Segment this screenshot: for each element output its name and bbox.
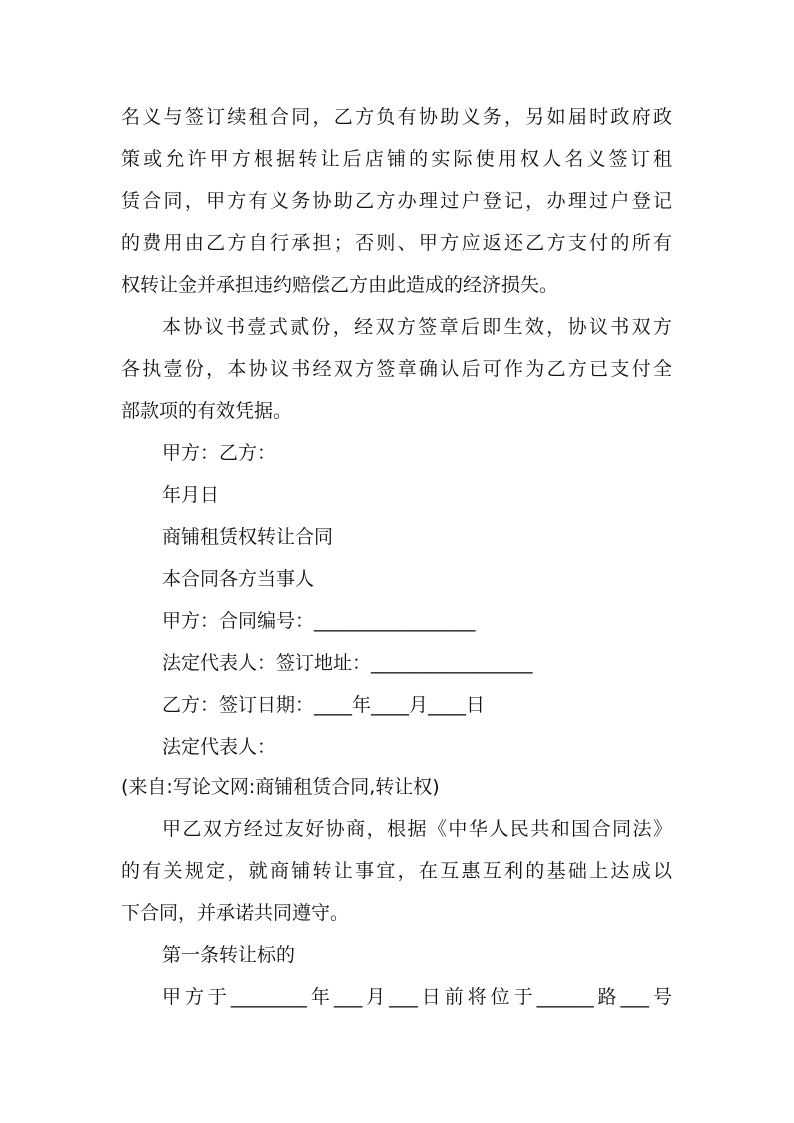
paragraph-line-18: 甲乙双方经过友好协商，根据《中华人民共和国合同法》 — [162, 818, 672, 840]
paragraph-line-1: 名义与签订续租合同，乙方负有协助义务，另如届时政府政 — [121, 106, 672, 128]
legal-rep-b: 法定代表人： — [162, 736, 277, 758]
signature-parties: 甲方：乙方： — [162, 442, 277, 464]
paragraph-line-20: 下合同，并承诺共同遵守。 — [121, 902, 350, 924]
source-note: (来自:写论文网:商铺租赁合同,转让权) — [121, 776, 440, 798]
party-a-contract-no: 甲方：合同编号：_________________ — [162, 610, 476, 632]
paragraph-line-3: 赁合同，甲方有义务协助乙方办理过户登记，办理过户登记 — [121, 190, 672, 212]
legal-rep-sign-address: 法定代表人：签订地址：_________________ — [162, 652, 533, 674]
paragraph-line-4: 的费用由乙方自行承担；否则、甲方应返还乙方支付的所有 — [121, 232, 672, 254]
article-one-line-1: 甲方于________年___月___日前将位于______路___号 — [162, 986, 672, 1008]
parties-heading: 本合同各方当事人 — [162, 568, 315, 590]
party-b-sign-date: 乙方：签订日期：____年____月____日 — [162, 694, 486, 716]
signature-date: 年月日 — [162, 484, 220, 506]
paragraph-line-7: 各执壹份，本协议书经双方签章确认后可作为乙方已支付全 — [121, 358, 672, 380]
paragraph-line-5: 权转让金并承担违约赔偿乙方由此造成的经济损失。 — [121, 274, 559, 296]
paragraph-line-2: 策或允许甲方根据转让后店铺的实际使用权人名义签订租 — [121, 148, 672, 170]
paragraph-line-19: 的有关规定，就商铺转让事宜，在互惠互利的基础上达成以 — [121, 860, 672, 882]
contract-title: 商铺租赁权转让合同 — [162, 526, 334, 548]
article-one-heading: 第一条转让标的 — [162, 944, 296, 966]
paragraph-line-6: 本协议书壹式贰份，经双方签章后即生效，协议书双方 — [162, 316, 672, 338]
paragraph-line-8: 部款项的有效凭据。 — [121, 400, 293, 422]
